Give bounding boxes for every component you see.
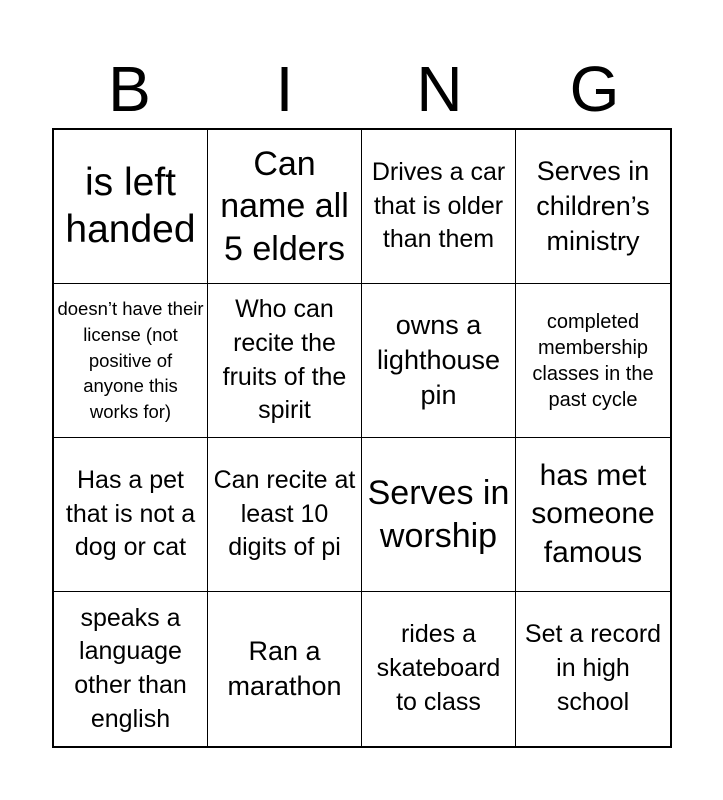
bingo-card-grid [52,128,672,748]
bingo-cell-text: rides a skateboard to class [376,620,501,716]
bingo-cell-text: Drives a car that is older than them [371,157,506,254]
bingo-cell-text: speaks a language other than english [74,603,187,733]
bingo-cell-text: Serves in worship [367,474,510,555]
bingo-cell-text: completed membership classes in the past cycle [532,310,654,411]
bingo-cell-r2c2[interactable] [208,284,362,438]
bingo-cell-r2c1[interactable] [54,284,208,438]
bingo-cell-text: is left handed [65,160,196,251]
bingo-cell-r4c1[interactable] [54,592,208,746]
bingo-cell-r1c4[interactable] [516,130,670,284]
bingo-cell-r3c4[interactable] [516,438,670,592]
bingo-cell-text: Has a pet that is not a dog or cat [65,465,196,562]
header-letter-i: I [275,53,294,125]
bingo-cell-r4c3[interactable] [362,592,516,746]
bingo-header [52,50,672,128]
header-letter-b: B [108,53,151,125]
bingo-cell-r3c1[interactable] [54,438,208,592]
bingo-cell-text: Who can recite the fruits of the spirit [222,295,347,425]
bingo-cell-r2c3[interactable] [362,284,516,438]
header-letter-g: G [569,53,620,125]
bingo-cell-r3c3[interactable] [362,438,516,592]
bingo-cell-text: Can name all 5 elders [220,144,349,268]
bingo-cell-text: doesn’t have their license (not positive of anyone this works for) [57,297,204,423]
bingo-cell-r1c1[interactable] [54,130,208,284]
bingo-cell-text: Set a record in high school [524,620,662,716]
bingo-cell-r2c4[interactable] [516,284,670,438]
bingo-cell-r3c2[interactable] [208,438,362,592]
bingo-cell-text: Ran a marathon [227,635,342,701]
bingo-cell-r1c3[interactable] [362,130,516,284]
bingo-cell-text: Serves in children’s ministry [536,155,650,257]
bingo-cell-text: owns a lighthouse pin [376,309,501,411]
bingo-cell-r4c2[interactable] [208,592,362,746]
bingo-cell-text: Can recite at least 10 digits of pi [213,465,356,562]
header-letter-n: N [416,53,463,125]
bingo-cell-r1c2[interactable] [208,130,362,284]
bingo-cell-r4c4[interactable] [516,592,670,746]
bingo-cell-text: has met someone famous [531,458,655,569]
